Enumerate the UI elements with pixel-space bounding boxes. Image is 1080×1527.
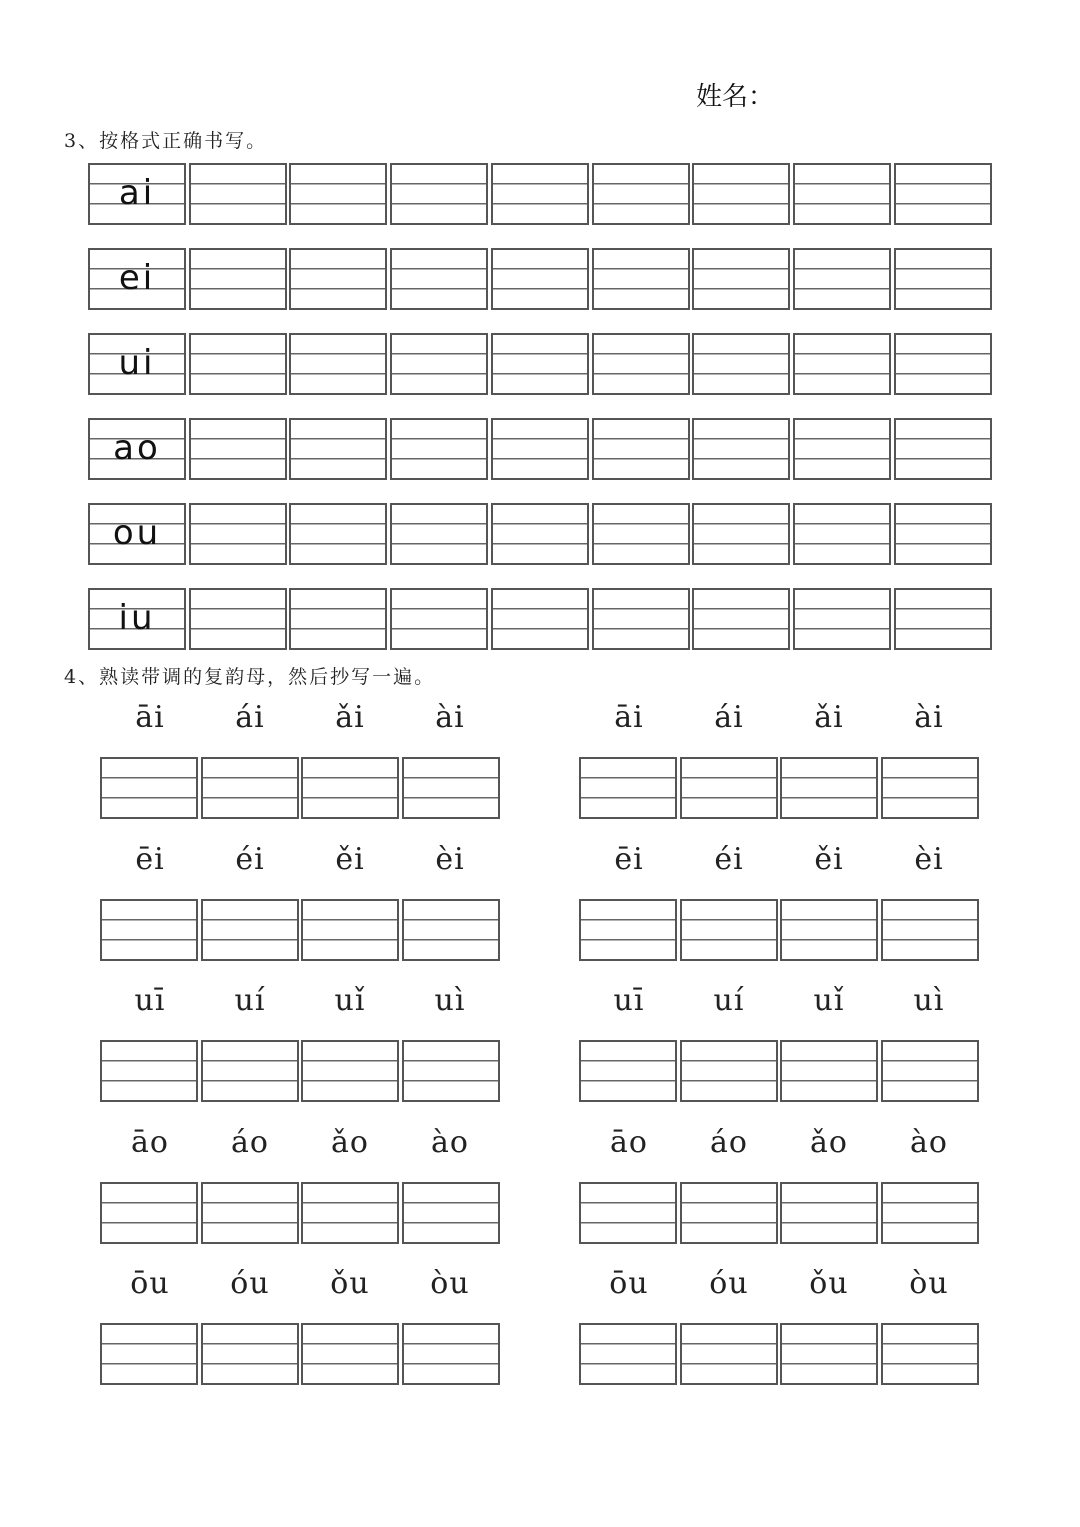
- writing-cell[interactable]: [780, 1182, 878, 1244]
- tone-syllable: uì: [913, 983, 945, 1018]
- example-cell: [88, 163, 186, 225]
- writing-cell[interactable]: [301, 1323, 399, 1385]
- writing-cell[interactable]: [680, 1323, 778, 1385]
- writing-cell[interactable]: [402, 899, 500, 961]
- writing-cell[interactable]: [692, 418, 790, 480]
- tone-syllable: ōu: [130, 1266, 170, 1301]
- writing-cell[interactable]: [793, 418, 891, 480]
- writing-cell[interactable]: [390, 588, 488, 650]
- tone-syllable: ǎi: [335, 700, 365, 735]
- tone-syllable: ǎo: [331, 1124, 369, 1160]
- writing-cell[interactable]: [189, 418, 287, 480]
- tone-syllable: ái: [235, 700, 265, 735]
- writing-cell[interactable]: [189, 333, 287, 395]
- example-pinyin: ui: [118, 343, 156, 383]
- writing-cell[interactable]: [592, 418, 690, 480]
- writing-cell[interactable]: [189, 248, 287, 310]
- writing-cell[interactable]: [692, 248, 790, 310]
- writing-cell[interactable]: [491, 503, 589, 565]
- tone-syllable: uí: [713, 983, 745, 1018]
- writing-cell[interactable]: [201, 757, 299, 819]
- writing-cell[interactable]: [881, 1323, 979, 1385]
- writing-cell[interactable]: [289, 248, 387, 310]
- writing-cell[interactable]: [692, 503, 790, 565]
- writing-cell[interactable]: [301, 1040, 399, 1102]
- writing-cell[interactable]: [491, 333, 589, 395]
- writing-cell[interactable]: [881, 757, 979, 819]
- tone-syllable: ài: [435, 700, 465, 735]
- writing-cell[interactable]: [390, 503, 488, 565]
- writing-cell[interactable]: [780, 757, 878, 819]
- writing-cell[interactable]: [579, 1040, 677, 1102]
- writing-cell[interactable]: [402, 1182, 500, 1244]
- writing-cell[interactable]: [100, 1040, 198, 1102]
- writing-cell[interactable]: [780, 1040, 878, 1102]
- writing-cell[interactable]: [390, 163, 488, 225]
- tone-syllable: áo: [710, 1124, 748, 1160]
- writing-cell[interactable]: [289, 588, 387, 650]
- writing-cell[interactable]: [201, 899, 299, 961]
- tone-syllable: āo: [610, 1124, 648, 1160]
- writing-cell[interactable]: [390, 333, 488, 395]
- writing-cell[interactable]: [692, 333, 790, 395]
- tone-syllable: ào: [431, 1124, 469, 1160]
- tone-syllable: ōu: [609, 1266, 649, 1301]
- writing-cell[interactable]: [189, 163, 287, 225]
- writing-cell[interactable]: [402, 757, 500, 819]
- tone-syllable: āi: [614, 700, 644, 735]
- writing-cell[interactable]: [100, 1323, 198, 1385]
- writing-cell[interactable]: [201, 1182, 299, 1244]
- writing-cell[interactable]: [793, 503, 891, 565]
- writing-cell[interactable]: [579, 1182, 677, 1244]
- tone-syllable: éi: [235, 841, 265, 877]
- example-cell: [88, 333, 186, 395]
- writing-cell[interactable]: [189, 588, 287, 650]
- writing-cell[interactable]: [894, 333, 992, 395]
- writing-cell[interactable]: [780, 899, 878, 961]
- writing-cell[interactable]: [680, 899, 778, 961]
- writing-cell[interactable]: [592, 248, 690, 310]
- name-label: 姓名：: [696, 82, 775, 112]
- tone-syllable: uǐ: [813, 983, 845, 1018]
- writing-cell[interactable]: [491, 588, 589, 650]
- tone-syllable: ǒu: [809, 1266, 849, 1301]
- tone-syllable: óu: [709, 1266, 749, 1301]
- writing-cell[interactable]: [301, 757, 399, 819]
- writing-cell[interactable]: [491, 248, 589, 310]
- writing-cell[interactable]: [301, 899, 399, 961]
- writing-cell[interactable]: [201, 1323, 299, 1385]
- tone-syllable: ào: [910, 1124, 948, 1160]
- tone-syllable: ǎi: [814, 700, 844, 735]
- writing-cell[interactable]: [402, 1040, 500, 1102]
- tone-syllable: òu: [909, 1266, 949, 1301]
- writing-cell[interactable]: [579, 1323, 677, 1385]
- writing-cell[interactable]: [579, 757, 677, 819]
- example-cell: [88, 588, 186, 650]
- example-pinyin: ou: [112, 513, 162, 553]
- writing-cell[interactable]: [100, 757, 198, 819]
- writing-cell[interactable]: [289, 503, 387, 565]
- tone-syllable: ēi: [135, 841, 165, 877]
- writing-cell[interactable]: [793, 248, 891, 310]
- tone-syllable: uì: [434, 983, 466, 1018]
- writing-cell[interactable]: [881, 1040, 979, 1102]
- writing-cell[interactable]: [881, 1182, 979, 1244]
- tone-syllable: èi: [914, 841, 944, 877]
- writing-cell[interactable]: [793, 163, 891, 225]
- writing-cell[interactable]: [592, 588, 690, 650]
- tone-syllable: èi: [435, 841, 465, 877]
- tone-syllable: ěi: [335, 841, 365, 877]
- writing-cell[interactable]: [390, 418, 488, 480]
- writing-cell[interactable]: [692, 588, 790, 650]
- tone-syllable: óu: [230, 1266, 270, 1301]
- tone-syllable: òu: [430, 1266, 470, 1301]
- writing-cell[interactable]: [592, 333, 690, 395]
- example-pinyin: ai: [118, 173, 156, 213]
- writing-cell[interactable]: [189, 503, 287, 565]
- tone-syllable: ēi: [614, 841, 644, 877]
- example-pinyin: ei: [118, 258, 156, 298]
- tone-syllable: ái: [714, 700, 744, 735]
- writing-cell[interactable]: [894, 163, 992, 225]
- writing-cell[interactable]: [289, 418, 387, 480]
- tone-syllable: uī: [613, 983, 645, 1018]
- example-pinyin: ao: [113, 428, 161, 468]
- writing-cell[interactable]: [894, 248, 992, 310]
- writing-cell[interactable]: [301, 1182, 399, 1244]
- writing-cell[interactable]: [793, 333, 891, 395]
- writing-cell[interactable]: [100, 899, 198, 961]
- writing-cell[interactable]: [793, 588, 891, 650]
- writing-cell[interactable]: [201, 1040, 299, 1102]
- writing-cell[interactable]: [100, 1182, 198, 1244]
- writing-cell[interactable]: [491, 418, 589, 480]
- writing-cell[interactable]: [402, 1323, 500, 1385]
- tone-syllable: ài: [914, 700, 944, 735]
- tone-syllable: āo: [131, 1124, 169, 1160]
- tone-syllable: éi: [714, 841, 744, 877]
- writing-cell[interactable]: [592, 163, 690, 225]
- writing-cell[interactable]: [894, 418, 992, 480]
- tone-syllable: ǎo: [810, 1124, 848, 1160]
- writing-cell[interactable]: [894, 588, 992, 650]
- example-cell: [88, 503, 186, 565]
- example-pinyin: iu: [118, 598, 156, 638]
- example-cell: [88, 418, 186, 480]
- tone-syllable: ěi: [814, 841, 844, 877]
- writing-cell[interactable]: [881, 899, 979, 961]
- section4-heading: 4、熟读带调的复韵母，然后抄写一遍。: [64, 666, 436, 688]
- writing-cell[interactable]: [680, 757, 778, 819]
- tone-syllable: uǐ: [334, 983, 366, 1018]
- tone-syllable: āi: [135, 700, 165, 735]
- writing-cell[interactable]: [579, 899, 677, 961]
- writing-cell[interactable]: [289, 333, 387, 395]
- writing-cell[interactable]: [780, 1323, 878, 1385]
- writing-cell[interactable]: [289, 163, 387, 225]
- example-cell: [88, 248, 186, 310]
- writing-cell[interactable]: [491, 163, 589, 225]
- writing-cell[interactable]: [680, 1040, 778, 1102]
- tone-syllable: uī: [134, 983, 166, 1018]
- writing-cell[interactable]: [592, 503, 690, 565]
- writing-cell[interactable]: [692, 163, 790, 225]
- section3-heading: 3、按格式正确书写。: [64, 130, 268, 152]
- tone-syllable: ǒu: [330, 1266, 370, 1301]
- tone-syllable: áo: [231, 1124, 269, 1160]
- writing-cell[interactable]: [680, 1182, 778, 1244]
- tone-syllable: uí: [234, 983, 266, 1018]
- writing-cell[interactable]: [390, 248, 488, 310]
- writing-cell[interactable]: [894, 503, 992, 565]
